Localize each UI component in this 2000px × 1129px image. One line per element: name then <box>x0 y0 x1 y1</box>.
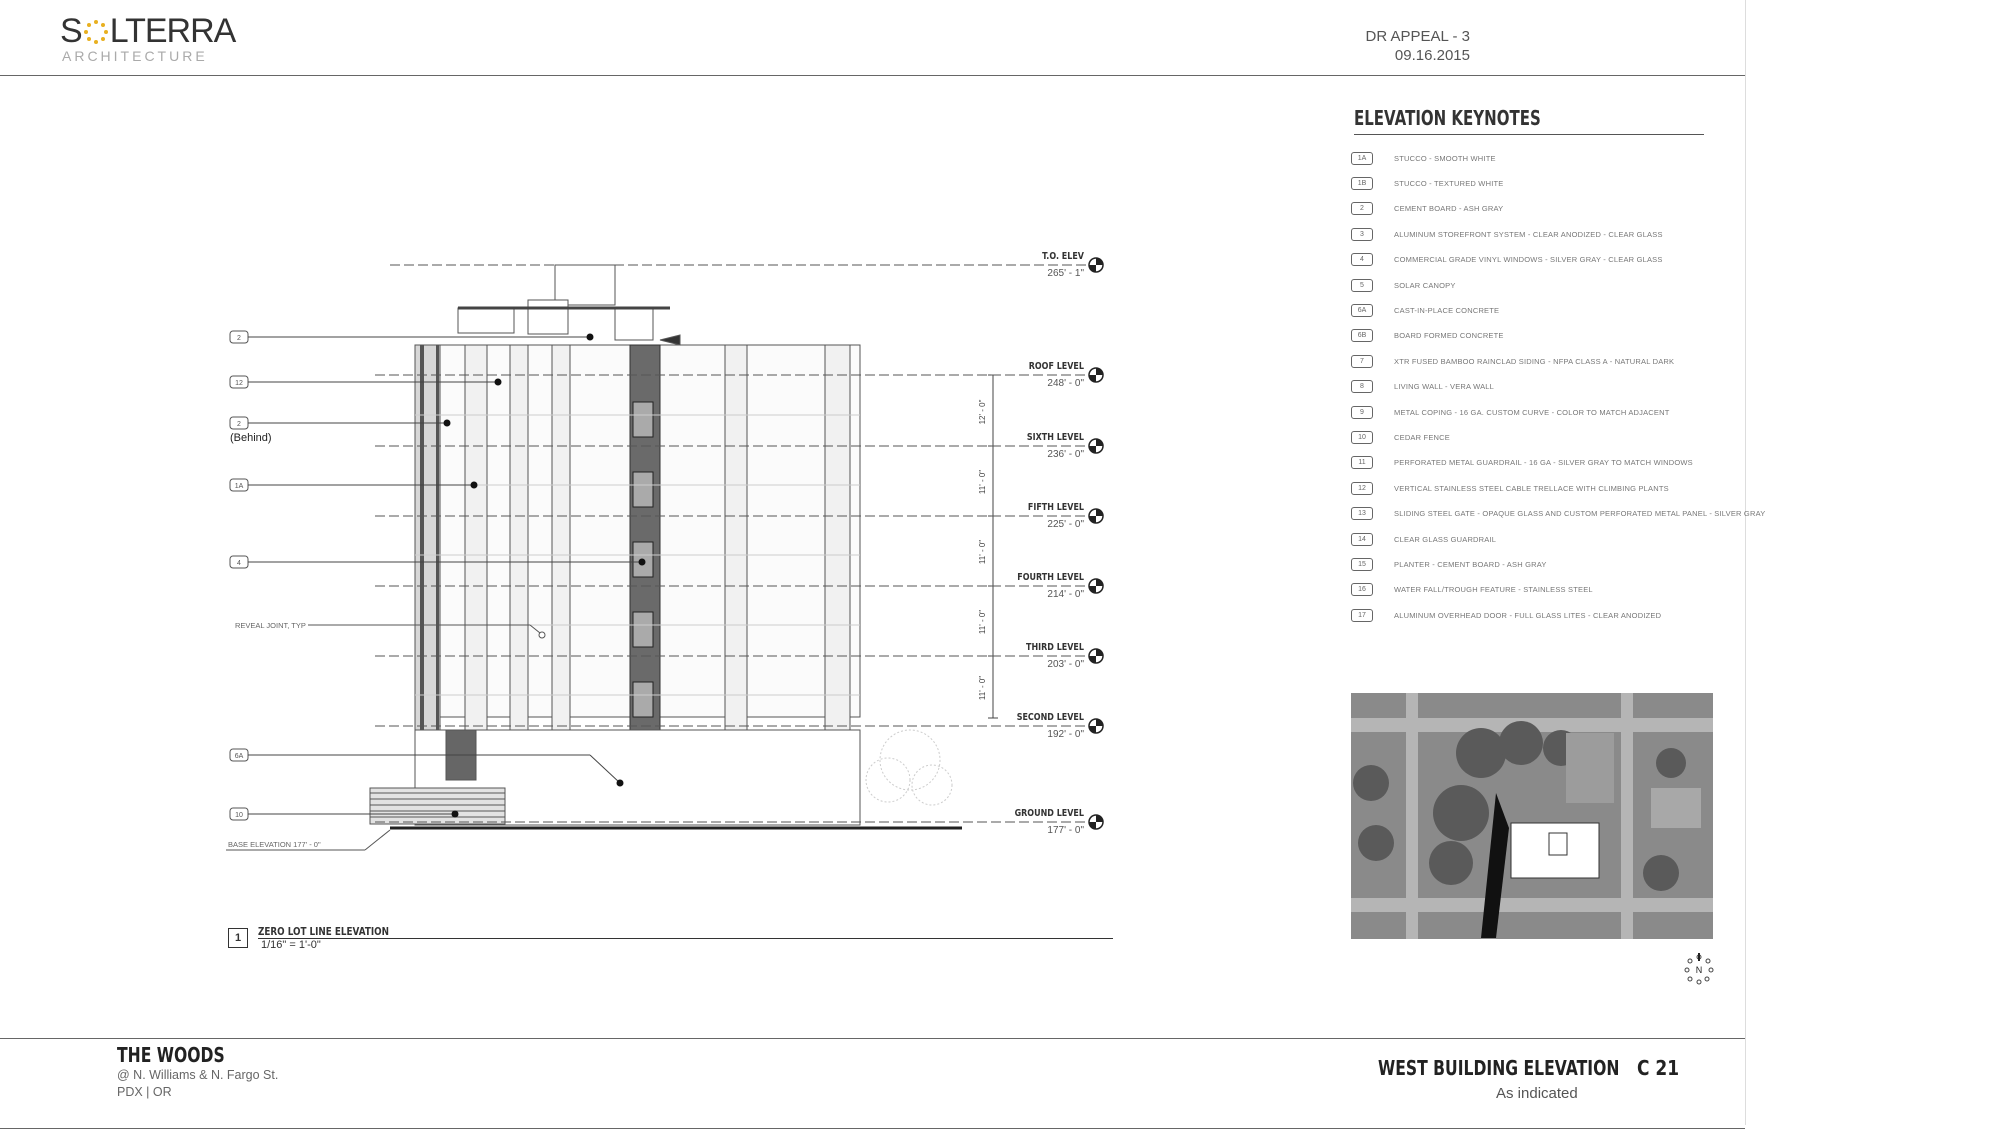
west-elevation-drawing <box>210 240 1120 860</box>
keynote-text: STUCCO - SMOOTH WHITE <box>1394 153 1496 163</box>
keynote-item <box>1351 507 1765 521</box>
level-elevation: 236' - 0" <box>1047 449 1084 460</box>
keynotes-rule <box>1354 134 1704 135</box>
keynote-item <box>1351 227 1663 241</box>
level-target-icon <box>1089 649 1103 663</box>
keynote-tag: 14 <box>1351 533 1373 546</box>
drawing-title-rule <box>258 938 1113 939</box>
keynote-tag: 16 <box>1351 583 1373 596</box>
dim-label: 12' - 0" <box>978 399 987 425</box>
keynote-tag: 4 <box>1351 253 1373 266</box>
keynote-item <box>1351 583 1593 597</box>
keynote-text: STUCCO - TEXTURED WHITE <box>1394 178 1504 188</box>
keynote-item <box>1351 329 1504 343</box>
keynote-text: CEDAR FENCE <box>1394 432 1450 442</box>
level-name: FIFTH LEVEL <box>1027 502 1084 514</box>
sheet-scale: As indicated <box>1496 1085 1578 1102</box>
dim-label: 11' - 0" <box>978 609 987 635</box>
keynote-text: CLEAR GLASS GUARDRAIL <box>1394 534 1497 544</box>
keynote-tag: 3 <box>1351 228 1373 241</box>
keynote-item <box>1351 303 1499 317</box>
level-elevation: 225' - 0" <box>1047 519 1084 530</box>
reveal-joint-note: REVEAL JOINT, TYP <box>235 621 306 630</box>
level-elevation: 248' - 0" <box>1047 378 1084 389</box>
keynote-text: SOLAR CANOPY <box>1394 280 1456 290</box>
level-name: SIXTH LEVEL <box>1026 432 1084 444</box>
solterra-logo <box>60 12 240 67</box>
drawing-title-block <box>228 925 1113 954</box>
keynote-text: BOARD FORMED CONCRETE <box>1394 331 1504 341</box>
keynote-text: CEMENT BOARD - ASH GRAY <box>1394 204 1504 214</box>
callout-tag: 6A <box>234 753 244 760</box>
callout-tag: 1A <box>234 483 244 490</box>
keynote-item <box>1351 278 1456 292</box>
base-elevation-note: BASE ELEVATION 177' - 0" <box>228 840 321 849</box>
keynote-item <box>1351 380 1494 394</box>
keynote-tag: 6B <box>1351 329 1373 342</box>
level-elevation: 214' - 0" <box>1047 589 1084 600</box>
keynote-tag: 8 <box>1351 380 1373 393</box>
level-target-icon <box>1089 509 1103 523</box>
keynote-item <box>1351 456 1693 470</box>
keynote-item <box>1351 151 1496 165</box>
project-city: PDX | OR <box>117 1085 172 1099</box>
keynote-text: PERFORATED METAL GUARDRAIL - 16 GA - SILVER GRAY TO MATCH WINDOWS <box>1394 458 1693 468</box>
keynote-tag: 10 <box>1351 431 1373 444</box>
drawing-number: 1 <box>228 928 248 948</box>
keynote-tag: 11 <box>1351 456 1373 469</box>
keynote-text: COMMERCIAL GRADE VINYL WINDOWS - SILVER GRAY - CLEAR GLASS <box>1394 255 1663 265</box>
level-target-icon <box>1089 258 1103 272</box>
dim-label: 11' - 0" <box>978 675 987 701</box>
keynote-tag: 5 <box>1351 279 1373 292</box>
callout-tag: 2 <box>237 335 241 342</box>
keynote-text: ALUMINUM OVERHEAD DOOR - FULL GLASS LITES - CLEAR ANODIZED <box>1394 610 1662 620</box>
keynote-item <box>1351 532 1496 546</box>
level-elevation: 177' - 0" <box>1047 825 1084 836</box>
keynote-tag: 1B <box>1351 177 1373 190</box>
keynote-tag: 17 <box>1351 609 1373 622</box>
appeal-stamp <box>1366 27 1471 65</box>
keynote-item <box>1351 557 1547 571</box>
keynote-text: METAL COPING - 16 GA. CUSTOM CURVE - COLOR TO MATCH ADJACENT <box>1394 407 1670 417</box>
site-aerial-map <box>1351 693 1713 939</box>
logo-wordmark: S LTERRA <box>60 12 236 50</box>
level-target-icon <box>1089 579 1103 593</box>
appeal-date: 09.16.2015 <box>1394 47 1470 64</box>
callout-note: (Behind) <box>230 432 272 444</box>
level-target-icon <box>1089 439 1103 453</box>
keynote-tag: 12 <box>1351 482 1373 495</box>
keynote-item <box>1351 253 1663 267</box>
dim-label: 11' - 0" <box>978 469 987 495</box>
keynote-item <box>1351 354 1674 368</box>
level-elevation: 265' - 1" <box>1047 268 1084 279</box>
keynote-text: XTR FUSED BAMBOO RAINCLAD SIDING - NFPA CLASS A - NATURAL DARK <box>1394 356 1675 366</box>
level-target-icon <box>1089 719 1103 733</box>
keynote-item <box>1351 202 1503 216</box>
drawing-scale: 1/16" = 1'-0" <box>261 939 321 951</box>
level-name: T.O. ELEV <box>1042 251 1084 263</box>
project-name: THE WOODS <box>117 1043 225 1067</box>
logo-subtitle: ARCHITECTURE <box>62 48 208 64</box>
level-name: ROOF LEVEL <box>1028 361 1084 373</box>
keynote-text: ALUMINUM STOREFRONT SYSTEM - CLEAR ANODIZED - CLEAR GLASS <box>1394 229 1663 239</box>
keynote-tag: 6A <box>1351 304 1373 317</box>
keynote-tag: 13 <box>1351 507 1373 520</box>
keynote-item <box>1351 481 1669 495</box>
project-info <box>117 1043 278 1101</box>
keynote-item <box>1351 176 1503 190</box>
project-address: @ N. Williams & N. Fargo St. <box>117 1068 279 1082</box>
level-target-icon <box>1089 815 1103 829</box>
building-elevation <box>370 265 962 828</box>
keynote-text: VERTICAL STAINLESS STEEL CABLE TRELLACE WITH CLIMBING PLANTS <box>1394 483 1669 493</box>
callout-tag: 2 <box>237 421 241 428</box>
north-label: N <box>1695 965 1703 975</box>
keynote-text: WATER FALL/TROUGH FEATURE - STAINLESS STEEL <box>1394 585 1593 595</box>
keynote-text: CAST-IN-PLACE CONCRETE <box>1394 305 1500 315</box>
keynote-tag: 9 <box>1351 406 1373 419</box>
level-name: GROUND LEVEL <box>1014 808 1084 820</box>
north-arrow-icon <box>1683 953 1715 985</box>
header-divider <box>0 75 1745 76</box>
dimension-string <box>978 375 998 718</box>
sheet-number: C 21 <box>1637 1056 1680 1080</box>
keynote-text: LIVING WALL - VERA WALL <box>1394 382 1495 392</box>
appeal-label: DR APPEAL - 3 <box>1365 28 1470 45</box>
level-name: THIRD LEVEL <box>1026 642 1084 654</box>
footer-divider <box>0 1038 1745 1039</box>
keynote-text: PLANTER - CEMENT BOARD - ASH GRAY <box>1394 559 1547 569</box>
keynote-tag: 15 <box>1351 558 1373 571</box>
keynote-tag: 7 <box>1351 355 1373 368</box>
sun-dots-icon <box>83 19 109 45</box>
dim-label: 11' - 0" <box>978 539 987 565</box>
sheet-title: WEST BUILDING ELEVATION <box>1378 1056 1620 1080</box>
keynote-tag: 1A <box>1351 152 1373 165</box>
keynote-tag: 2 <box>1351 202 1373 215</box>
callout-tag: 12 <box>235 380 243 387</box>
keynote-item <box>1351 608 1661 622</box>
level-name: FOURTH LEVEL <box>1017 572 1084 584</box>
keynote-text: SLIDING STEEL GATE - OPAQUE GLASS AND CUSTOM PERFORATED METAL PANEL - SILVER GRAY <box>1394 509 1766 519</box>
keynote-item <box>1351 405 1670 419</box>
callout-tag: 10 <box>235 812 243 819</box>
keynotes-title: ELEVATION KEYNOTES <box>1354 106 1541 130</box>
level-elevation: 203' - 0" <box>1047 659 1084 670</box>
keynote-item <box>1351 430 1450 444</box>
callout-tag: 4 <box>237 560 241 567</box>
level-name: SECOND LEVEL <box>1016 712 1084 724</box>
level-elevation: 192' - 0" <box>1047 729 1084 740</box>
drawing-name: ZERO LOT LINE ELEVATION <box>258 925 389 938</box>
level-target-icon <box>1089 368 1103 382</box>
